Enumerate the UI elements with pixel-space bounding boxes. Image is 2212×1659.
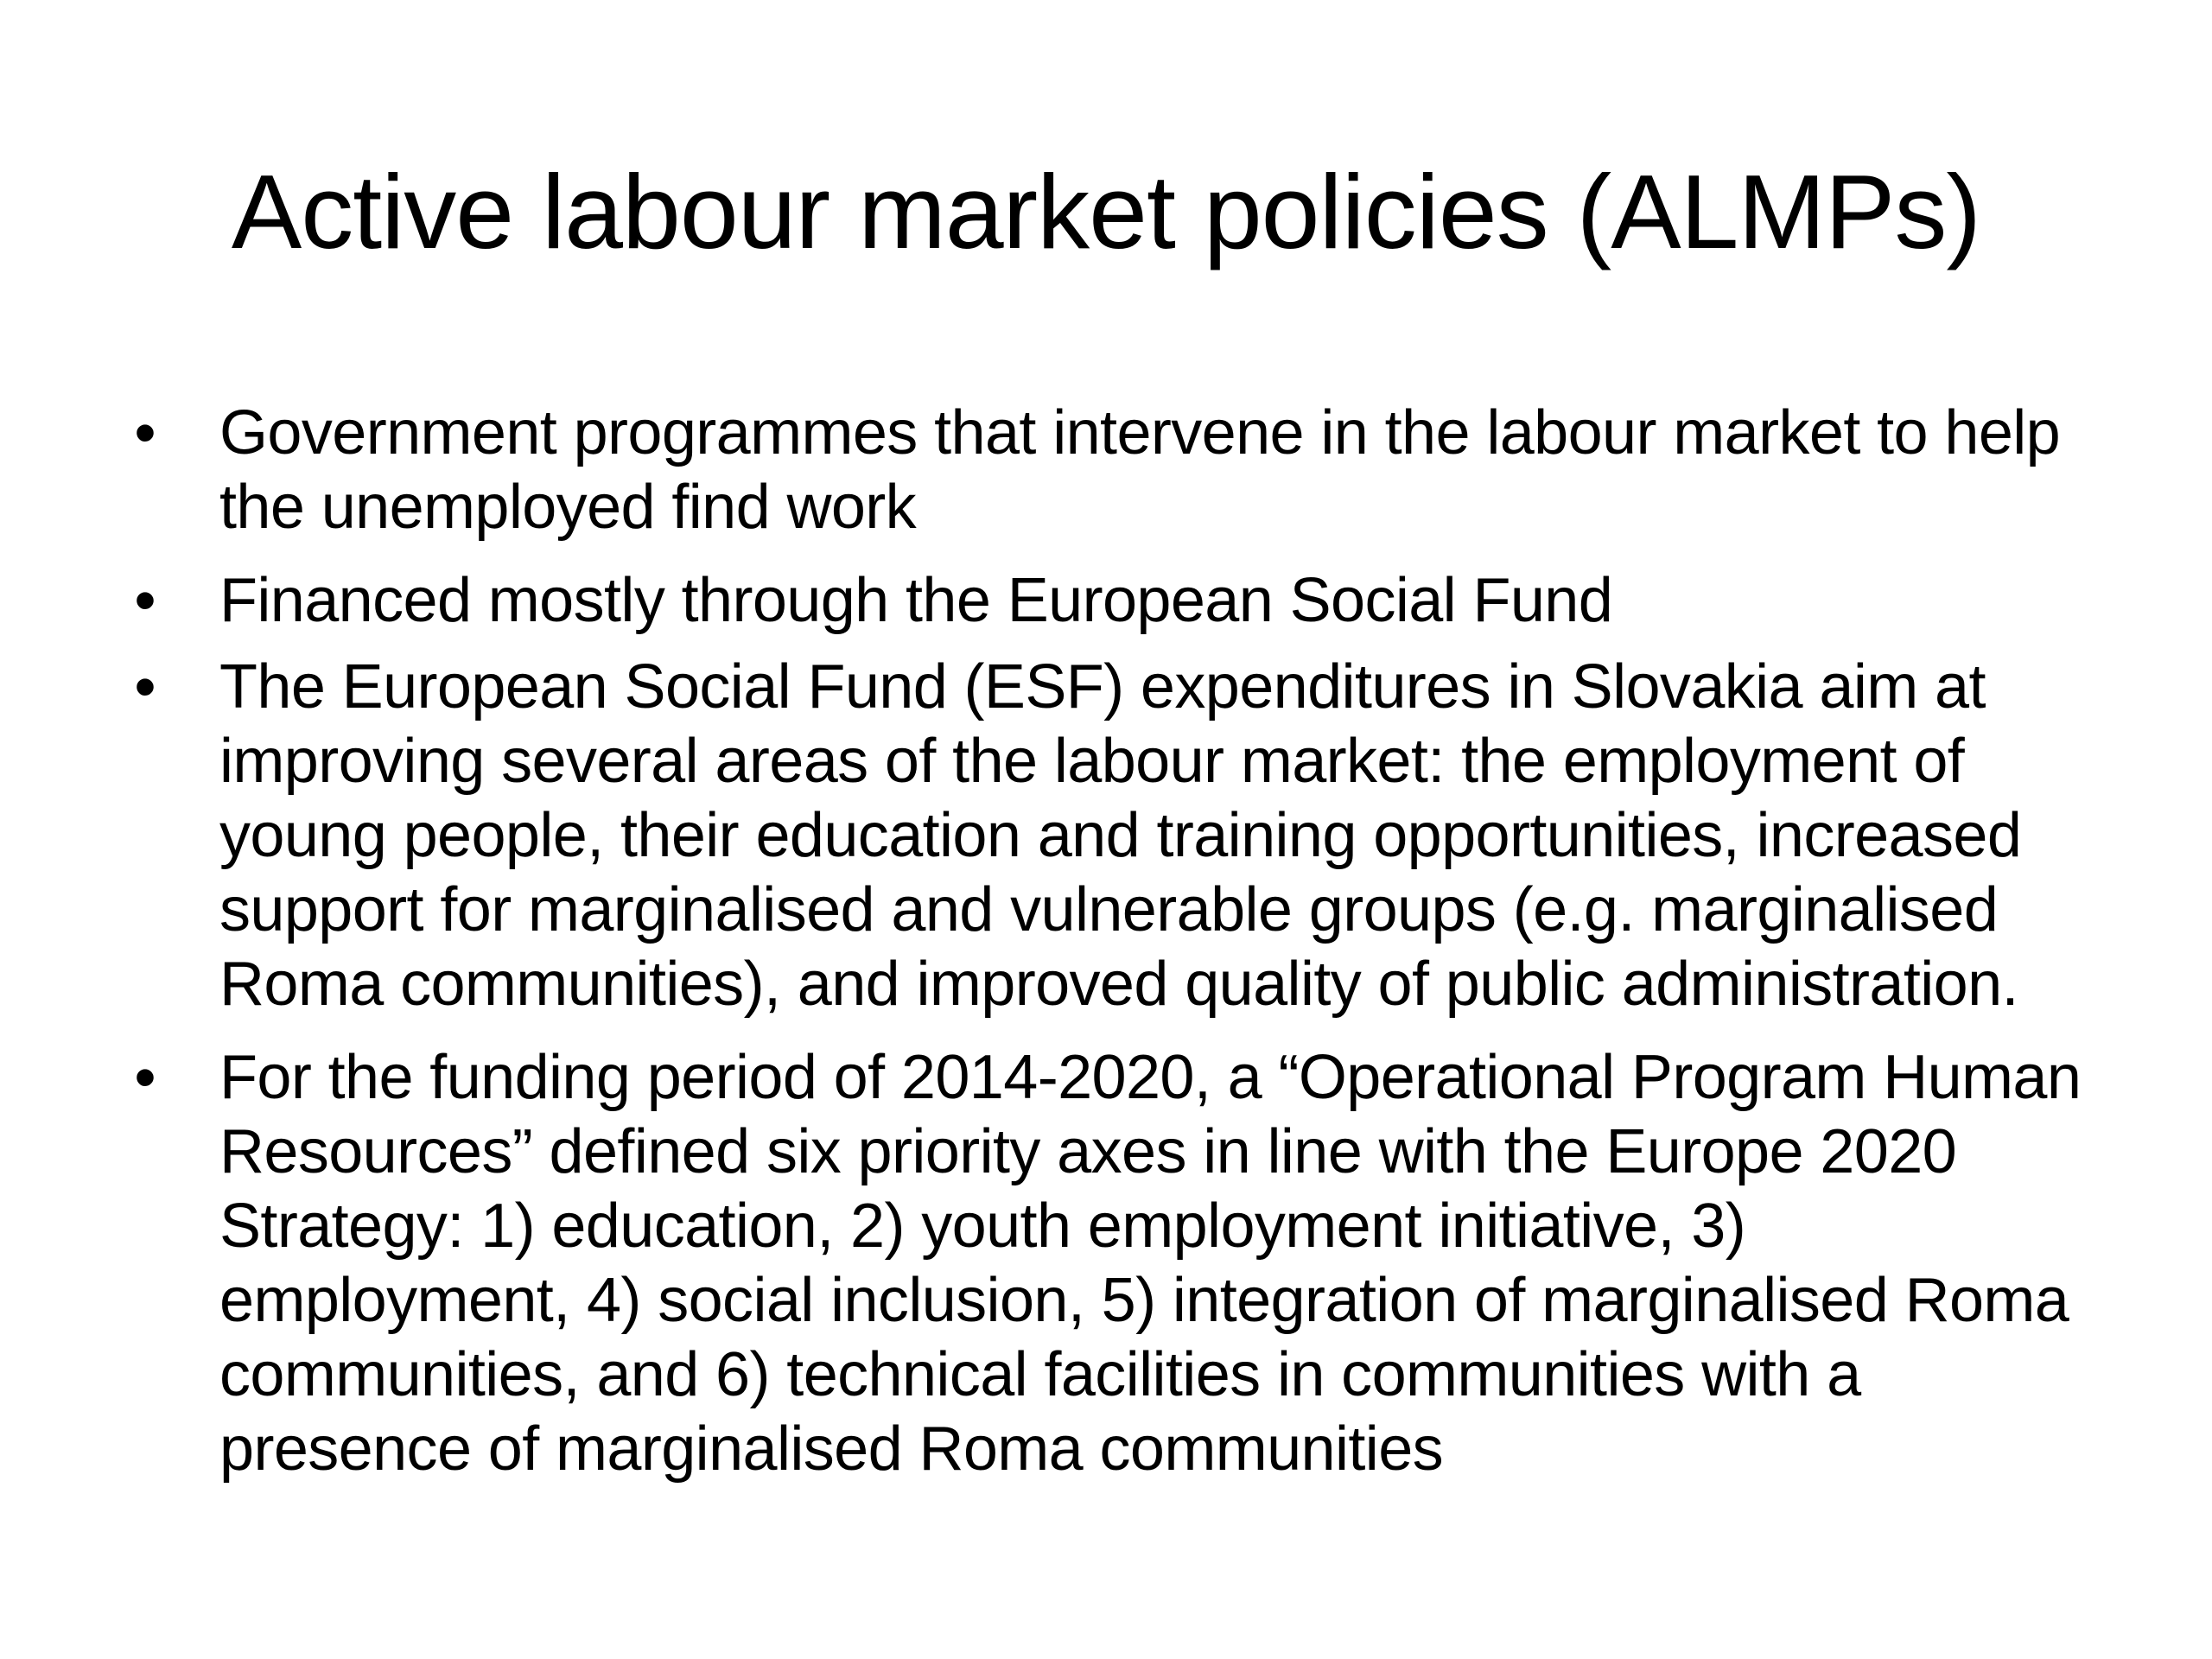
- bullet-item: [128, 563, 2089, 638]
- slide-title: Active labour market policies (ALMPs): [231, 153, 1981, 270]
- bullet-icon: •: [134, 566, 156, 635]
- bullet-text: Financed mostly through the European Social Fund: [219, 566, 1613, 635]
- bullet-icon: •: [134, 652, 156, 721]
- bullet-list: [128, 396, 2089, 1505]
- bullet-item: [128, 1040, 2089, 1486]
- bullet-text: The European Social Fund (ESF) expenditures in Slovakia aim at improving several areas of the labour market: the employment of young people, their education and training opportunities, increased support for marginalised and vulnerable groups (e.g. marginalised Roma communities), and improved quality of public administration.: [219, 652, 2022, 1019]
- bullet-text: For the funding period of 2014-2020, a “Operational Program Human Resources” defined six priority axes in line with the Europe 2020 Strategy: 1) education, 2) youth employment initiative, 3) employment, 4) social inclusion, 5) integration of marginalised Roma communities, and 6) technical facilities in communities with a presence of marginalised Roma communities: [219, 1043, 2082, 1484]
- bullet-item: [128, 396, 2089, 544]
- bullet-icon: •: [134, 398, 156, 467]
- bullet-text: Government programmes that intervene in the labour market to help the unemployed find work: [219, 398, 2061, 542]
- bullet-item: [128, 650, 2089, 1021]
- bullet-icon: •: [134, 1043, 156, 1112]
